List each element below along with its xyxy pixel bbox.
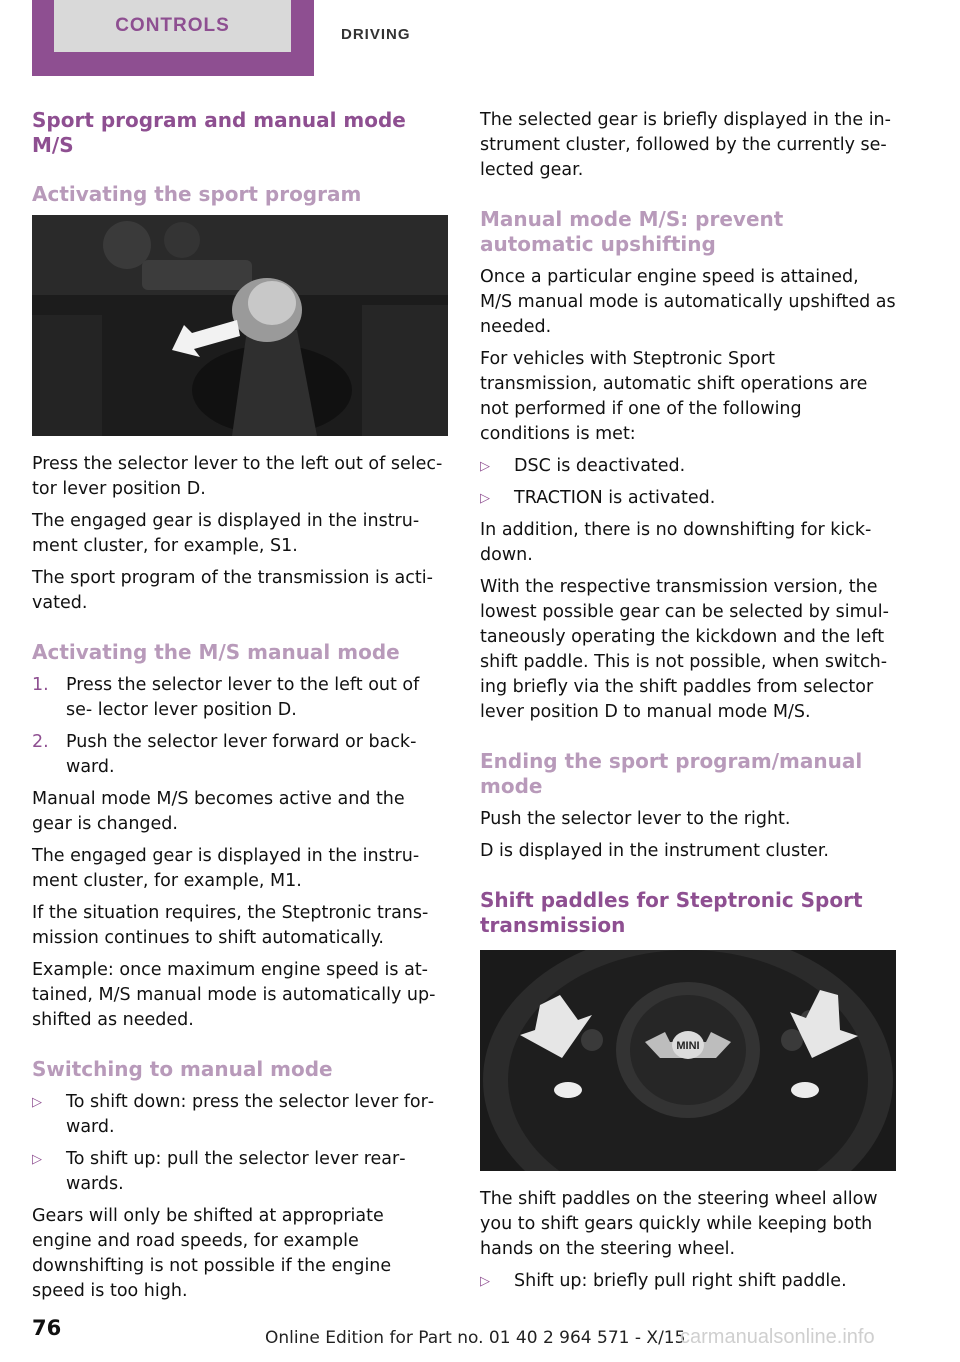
paragraph: Gears will only be shifted at appropriate engine and road speeds, for example downshifting is not possible if the engine speed is too high. (32, 1206, 392, 1301)
triangle-bullet-icon: ▷ (32, 1095, 42, 1110)
paragraph: D is displayed in the instrument cluster. (480, 841, 829, 861)
list-item: 1. Press the selector lever to the left out of se‐ lector lever position D. (32, 675, 420, 720)
triangle-bullet-icon: ▷ (480, 491, 490, 506)
paragraph: The sport program of the transmission is acti‐ vated. (32, 568, 433, 613)
paragraph: In addition, there is no downshifting for kick‐ down. (480, 520, 872, 565)
tab-controls-label: CONTROLS (54, 0, 291, 52)
heading-switching-manual: Switching to manual mode (32, 1057, 333, 1081)
step-number: 1. (32, 675, 49, 695)
paragraph: With the respective transmission version, the lowest possible gear can be selected by simul‐ taneously operating the kickdown and the left shift paddle. This is not possible, when switch‐ ing briefly via the shift paddles from selector lever position D to manual mode M/S. (480, 577, 889, 722)
bullet-list (480, 454, 896, 511)
bullet-list (32, 1090, 448, 1197)
right-column (480, 108, 896, 1301)
heading-shift-paddles: Shift paddles for Steptronic Sport transmission (480, 888, 863, 937)
paragraph: Manual mode M/S becomes active and the gear is changed. (32, 789, 405, 834)
list-item: ▷ To shift up: pull the selector lever rear‐ wards. (32, 1149, 406, 1194)
paragraph: Example: once maximum engine speed is at‐ tained, M/S manual mode is automatically up‐ shifted as needed. (32, 960, 436, 1030)
bullet-list (480, 1269, 896, 1294)
page-number: 76 (32, 1316, 62, 1340)
triangle-bullet-icon: ▷ (480, 459, 490, 474)
paragraph: The selected gear is briefly displayed in the in‐ strument cluster, followed by the currently se‐ lected gear. (480, 110, 891, 180)
left-column (32, 108, 448, 1311)
heading-prevent-upshift: Manual mode M/S: prevent automatic upshifting (480, 207, 784, 256)
tab-controls[interactable] (32, 0, 314, 76)
list-item: ▷ TRACTION is activated. (480, 486, 896, 511)
list-item: ▷ Shift up: briefly pull right shift paddle. (480, 1269, 896, 1294)
heading-activating-sport: Activating the sport program (32, 182, 362, 206)
paragraph: Push the selector lever to the right. (480, 809, 791, 829)
steps-list (32, 673, 448, 780)
step-number: 2. (32, 732, 49, 752)
footer-edition: Online Edition for Part no. 01 40 2 964 571 - X/15 (265, 1328, 686, 1348)
list-item: 2. Push the selector lever forward or back‐ ward. (32, 732, 417, 777)
paragraph: The engaged gear is displayed in the instru‐ ment cluster, for example, S1. (32, 511, 420, 556)
triangle-bullet-icon: ▷ (32, 1152, 42, 1167)
list-item: ▷ DSC is deactivated. (480, 454, 896, 479)
selector-lever-photo (32, 215, 448, 436)
heading-ending-sport: Ending the sport program/manual mode (480, 749, 863, 798)
paragraph: The shift paddles on the steering wheel allow you to shift gears quickly while keeping both hands on the steering wheel. (480, 1189, 878, 1259)
paragraph: For vehicles with Steptronic Sport transmission, automatic shift operations are not performed if one of the following conditions is met: (480, 349, 868, 444)
paragraph: Press the selector lever to the left out of selec‐ tor lever position D. (32, 454, 443, 499)
list-item: ▷ To shift down: press the selector lever for‐ ward. (32, 1092, 435, 1137)
paragraph: The engaged gear is displayed in the instru‐ ment cluster, for example, M1. (32, 846, 420, 891)
watermark: carmanualsonline.info (680, 1326, 875, 1348)
steering-wheel-photo (480, 950, 896, 1171)
tab-driving[interactable]: DRIVING (341, 26, 411, 43)
mini-logo: MINI (676, 1040, 700, 1052)
triangle-bullet-icon: ▷ (480, 1274, 490, 1289)
paragraph: Once a particular engine speed is attained, M/S manual mode is automatically upshifted as needed. (480, 267, 896, 337)
paragraph: If the situation requires, the Steptronic trans‐ mission continues to shift automatically. (32, 903, 429, 948)
section-title: Sport program and manual mode M/S (32, 108, 406, 157)
heading-activating-ms: Activating the M/S manual mode (32, 640, 400, 664)
